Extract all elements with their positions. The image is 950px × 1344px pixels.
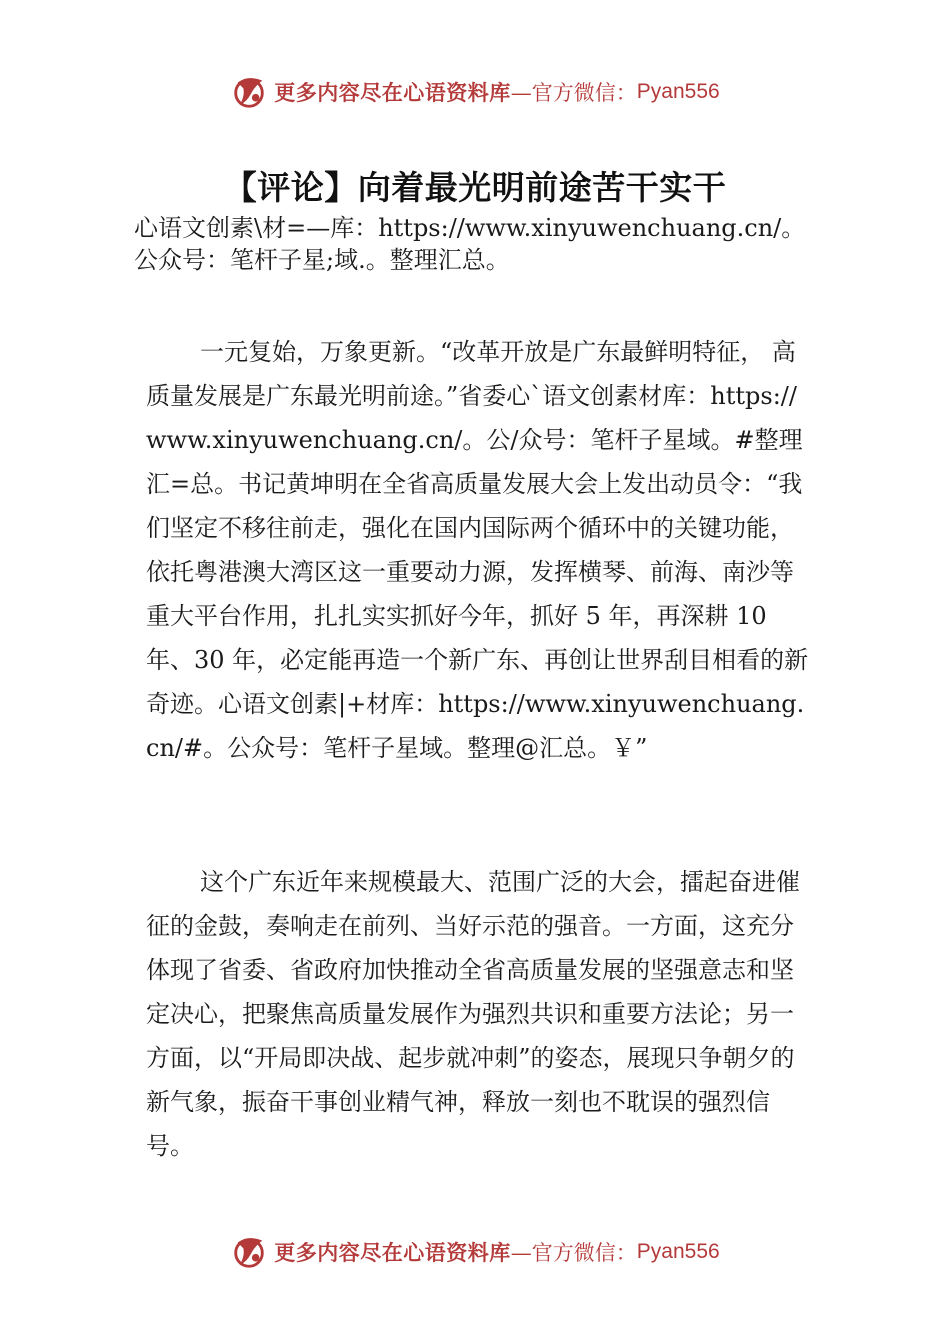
banner-separator: —官方微信： (510, 1241, 637, 1265)
header-watermark-banner (0, 70, 950, 114)
source-line: 心语文创素\材=—库：https://www.xinyuwenchuang.cn/。公众号：笔杆子星;域.。整理汇总。 (134, 214, 806, 274)
document-title: 【评论】向着最光明前途苦干实干 (223, 168, 727, 207)
footer-watermark-banner (0, 1230, 950, 1274)
body-paragraph-1: 一元复始，万象更新。“改革开放是广东最鲜明特征， 高质量发展是广东最光明前途。”省委心`语文创素材库：https://www.xinyuwenchuang.cn/。公/众号：笔杆子星域。#整理汇=总。书记黄坤明在全省高质量发展大会上发出动员令：“我们坚定不移往前走，强化在国内国际两个循环中的关键功能，依托粤港澳大湾区这一重要动力源，发挥横琴、前海、南沙等重大平台作用，扎扎实实抓好今年，抓好 5 年，再深耕 10 年、30 年，必定能再造一个新广东、再创让世界刮目相看的新奇迹。心语文创素|+材库：https://www.xinyuwenchuang.cn/#。公众号：笔杆子星域。整理@汇总。￥” (146, 338, 809, 762)
xinyu-logo-icon (230, 73, 268, 111)
banner-text: 更多内容尽在心语资料库 (274, 80, 511, 105)
banner-wechat-id: Pyan556 (636, 1240, 720, 1263)
banner-text: 更多内容尽在心语资料库 (274, 1240, 511, 1265)
banner-separator: —官方微信： (510, 81, 637, 105)
banner-wechat-id: Pyan556 (636, 80, 720, 103)
xinyu-logo-icon (230, 1233, 268, 1271)
body-paragraph-2: 这个广东近年来规模最大、范围广泛的大会，擂起奋进催征的金鼓，奏响走在前列、当好示范的强音。一方面，这充分体现了省委、省政府加快推动全省高质量发展的坚强意志和坚定决心，把聚焦高质量发展作为强烈共识和重要方法论；另一方面，以“开局即决战、起步就冲刺”的姿态，展现只争朝夕的新气象，振奋干事创业精气神，释放一刻也不耽误的强烈信号。 (146, 868, 800, 1160)
